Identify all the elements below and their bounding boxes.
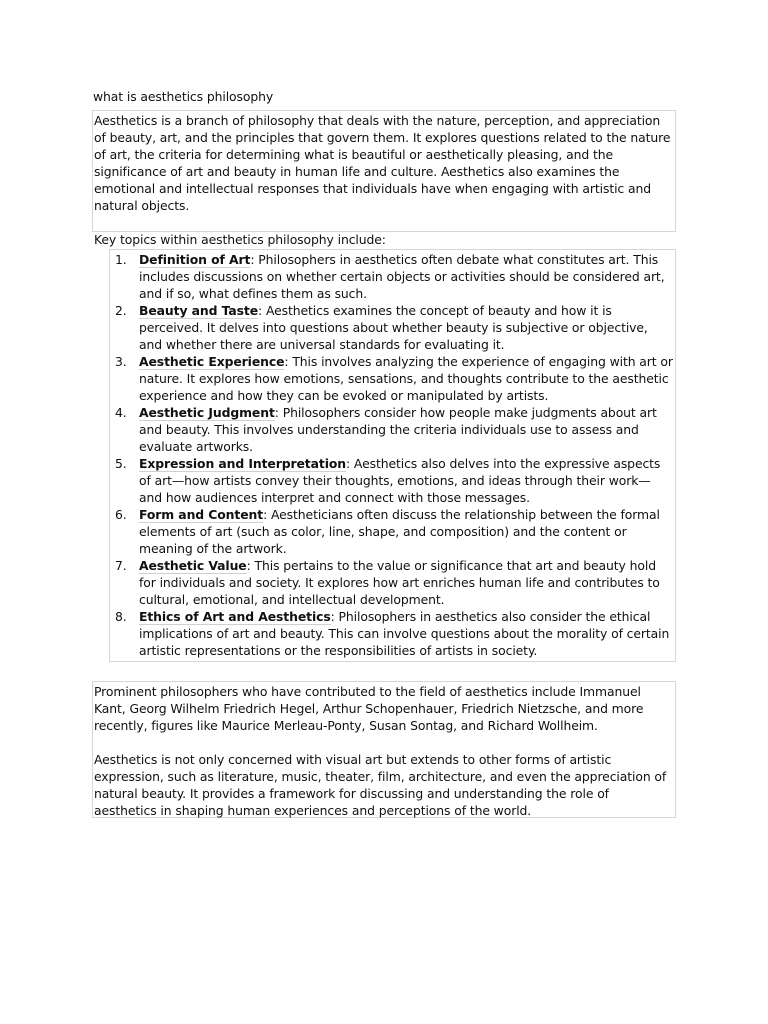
intro-text-box bbox=[92, 110, 676, 247]
list-number: 8. bbox=[115, 609, 127, 624]
list-item bbox=[110, 455, 673, 506]
topic-description: : Philosophers consider how people make judgments about art and beauty. This involves understanding the criteria individuals use to assess and evaluate artworks. bbox=[139, 405, 657, 454]
list-item bbox=[110, 557, 673, 608]
intro-paragraph: Aesthetics is a branch of philosophy that deals with the nature, perception, and appreciation of beauty, art, and the principles that govern them. It explores questions related to the nature of art, the criteria for determining what is beautiful or aesthetically pleasing, and the significance of art and beauty in human life and culture. Aesthetics also examines the emotional and intellectual responses that individuals have when engaging with artistic and natural objects. bbox=[94, 113, 671, 213]
list-number: 5. bbox=[115, 456, 127, 471]
topic-description: : Aestheticians often discuss the relationship between the formal elements of art (such as color, line, shape, and composition) and the content or meaning of the artwork. bbox=[139, 507, 660, 556]
key-topics-heading: Key topics within aesthetics philosophy include: bbox=[94, 232, 386, 247]
topic-description: : This pertains to the value or significance that art and beauty hold for individuals and society. It explores how art enriches human life and contributes to cultural, emotional, and intellectual development. bbox=[139, 558, 660, 607]
document-title: what is aesthetics philosophy bbox=[93, 89, 274, 104]
list-number: 6. bbox=[115, 507, 127, 522]
topic-description: : Aesthetics examines the concept of beauty and how it is perceived. It delves into questions about whether beauty is subjective or objective, and whether there are universal standards for evaluating it. bbox=[139, 303, 648, 352]
topics-list bbox=[110, 251, 673, 659]
list-item bbox=[110, 302, 673, 353]
topic-term: Expression and Interpretation bbox=[139, 456, 346, 471]
topic-term: Aesthetic Experience bbox=[139, 354, 285, 369]
topic-description: : Philosophers in aesthetics often debate what constitutes art. This includes discussions on whether certain objects or activities should be considered art, and if so, what defines them as such. bbox=[139, 252, 665, 301]
topic-description: : Aesthetics also delves into the expressive aspects of art—how artists convey their thoughts, emotions, and ideas through their work—and how audiences interpret and connect with those messages. bbox=[139, 456, 661, 505]
topic-term: Ethics of Art and Aesthetics bbox=[139, 609, 331, 624]
list-item bbox=[110, 404, 673, 455]
list-number: 4. bbox=[115, 405, 127, 420]
list-number: 3. bbox=[115, 354, 127, 369]
topic-description: : Philosophers in aesthetics also consider the ethical implications of art and beauty. This can involve questions about the morality of certain artistic representations or the responsibilities of artists in society. bbox=[139, 609, 670, 658]
topics-list-box bbox=[109, 249, 676, 662]
philosophers-paragraph: Prominent philosophers who have contributed to the field of aesthetics include Immanuel Kant, Georg Wilhelm Friedrich Hegel, Arthur Schopenhauer, Friedrich Nietzsche, and more recently, figures like Maurice Merleau-Ponty, Susan Sontag, and Richard Wollheim. bbox=[94, 684, 644, 733]
topic-term: Aesthetic Value bbox=[139, 558, 247, 573]
topic-term: Aesthetic Judgment bbox=[139, 405, 275, 420]
list-item bbox=[110, 506, 673, 557]
list-number: 1. bbox=[115, 252, 127, 267]
topic-term: Beauty and Taste bbox=[139, 303, 259, 318]
list-item bbox=[110, 353, 673, 404]
list-item bbox=[110, 608, 673, 659]
closing-paragraph: Aesthetics is not only concerned with visual art but extends to other forms of artistic expression, such as literature, music, theater, film, architecture, and even the appreciation of natural beauty. It provides a framework for discussing and understanding the role of aesthetics in shaping human experiences and perceptions of the world. bbox=[94, 752, 667, 818]
topic-term: Definition of Art bbox=[139, 252, 251, 267]
list-item bbox=[110, 251, 673, 302]
topic-description: : This involves analyzing the experience of engaging with art or nature. It explores how emotions, sensations, and thoughts contribute to the aesthetic experience and how they can be evoked or manipulated by artists. bbox=[139, 354, 673, 403]
list-number: 2. bbox=[115, 303, 127, 318]
conclusion-text-box bbox=[92, 681, 676, 818]
list-number: 7. bbox=[115, 558, 127, 573]
topic-term: Form and Content bbox=[139, 507, 264, 522]
